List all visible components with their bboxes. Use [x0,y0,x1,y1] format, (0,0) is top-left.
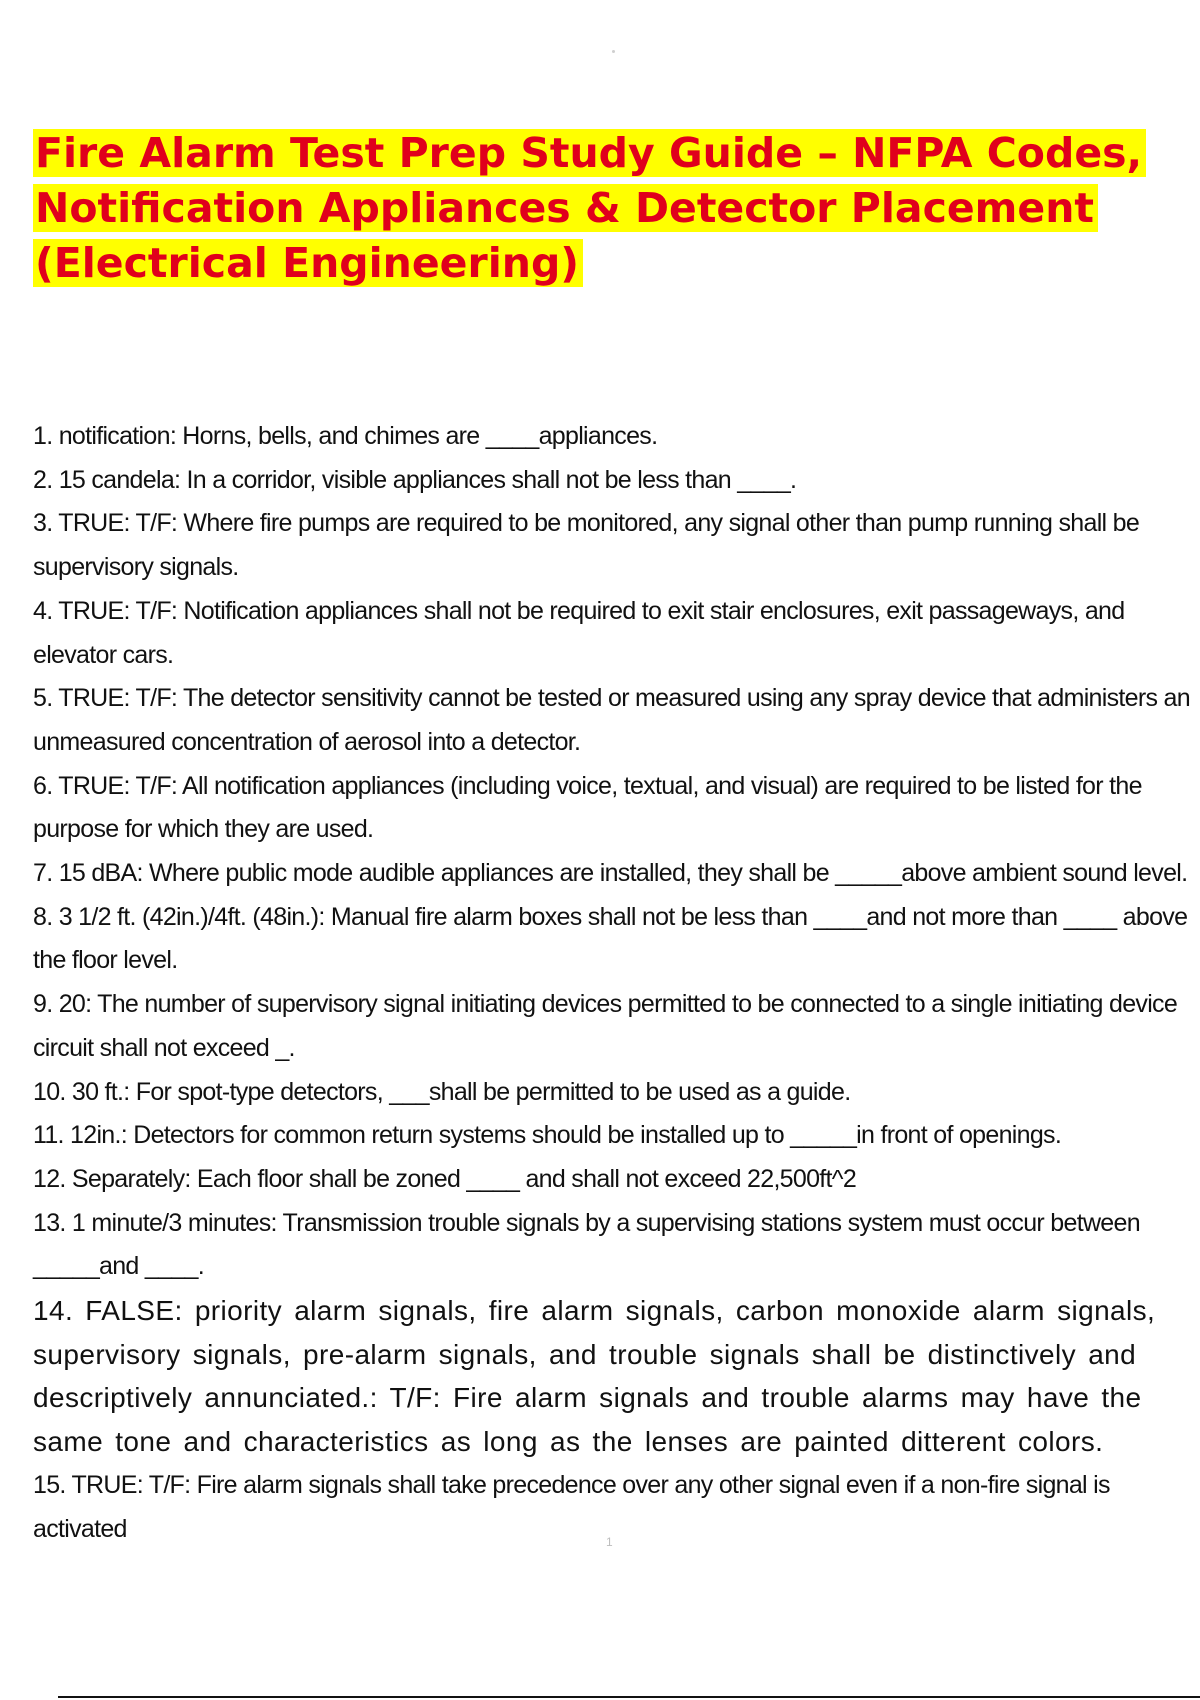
question-2: 2. 15 candela: In a corridor, visible appliances shall not be less than ____. [33,465,797,494]
page-number: 1 [606,1535,613,1549]
title-line-1: Fire Alarm Test Prep Study Guide – NFPA Codes, [33,126,1153,181]
scan-speck [612,50,615,53]
question-9: 9. 20: The number of supervisory signal initiating devices permitted to be connected to a single initiating device circuit shall not exceed _. [33,990,1178,1062]
question-7: 7. 15 dBA: Where public mode audible appliances are installed, they shall be _____above ambient sound level. [33,859,1188,888]
question-14: 14. FALSE: priority alarm signals, fire alarm signals, carbon monoxide alarm signals, supervisory signals, pre-alarm signals, and trouble signals shall be distinctively and descriptively annunciated.: T/F: Fire alarm signals and trouble alarms may have the same tone and characteristics as long as the lenses are painted ditterent colors. [33,1295,1156,1458]
question-3: 3. TRUE: T/F: Where fire pumps are required to be monitored, any signal other than pump running shall be supervisory signals. [33,509,1140,582]
question-4: 4. TRUE: T/F: Notification appliances shall not be required to exit stair enclosures, exit passageways, and elevator cars. [33,596,1125,669]
question-10: 10. 30 ft.: For spot-type detectors, ___shall be permitted to be used as a guide. [33,1077,851,1106]
question-5: 5. TRUE: T/F: The detector sensitivity cannot be tested or measured using any spray device that administers an unmeasured concentration of aerosol into a detector. [33,684,1190,756]
bottom-rule [58,1696,1200,1698]
document-title [33,126,1153,291]
question-15: 15. TRUE: T/F: Fire alarm signals shall take precedence over any other signal even if a non-fire signal is activated [33,1470,1110,1543]
question-1: 1. notification: Horns, bells, and chimes are ____appliances. [33,422,658,450]
question-13: 13. 1 minute/3 minutes: Transmission trouble signals by a supervising stations system must occur between _____and ____. [33,1208,1140,1281]
question-list [33,415,1198,1551]
question-12: 12. Separately: Each floor shall be zoned ____ and shall not exceed 22,500ft^2 [33,1164,857,1193]
question-6: 6. TRUE: T/F: All notification appliances (including voice, textual, and visual) are required to be listed for the purpose for which they are used. [33,771,1142,844]
question-11: 11. 12in.: Detectors for common return systems should be installed up to _____in front of openings. [33,1121,1062,1150]
title-line-2: Notification Appliances & Detector Placement [33,181,1153,236]
question-8: 8. 3 1/2 ft. (42in.)/4ft. (48in.): Manual fire alarm boxes shall not be less than ____and not more than ____ above the floor level. [33,902,1188,975]
title-line-3: (Electrical Engineering) [33,236,1153,291]
